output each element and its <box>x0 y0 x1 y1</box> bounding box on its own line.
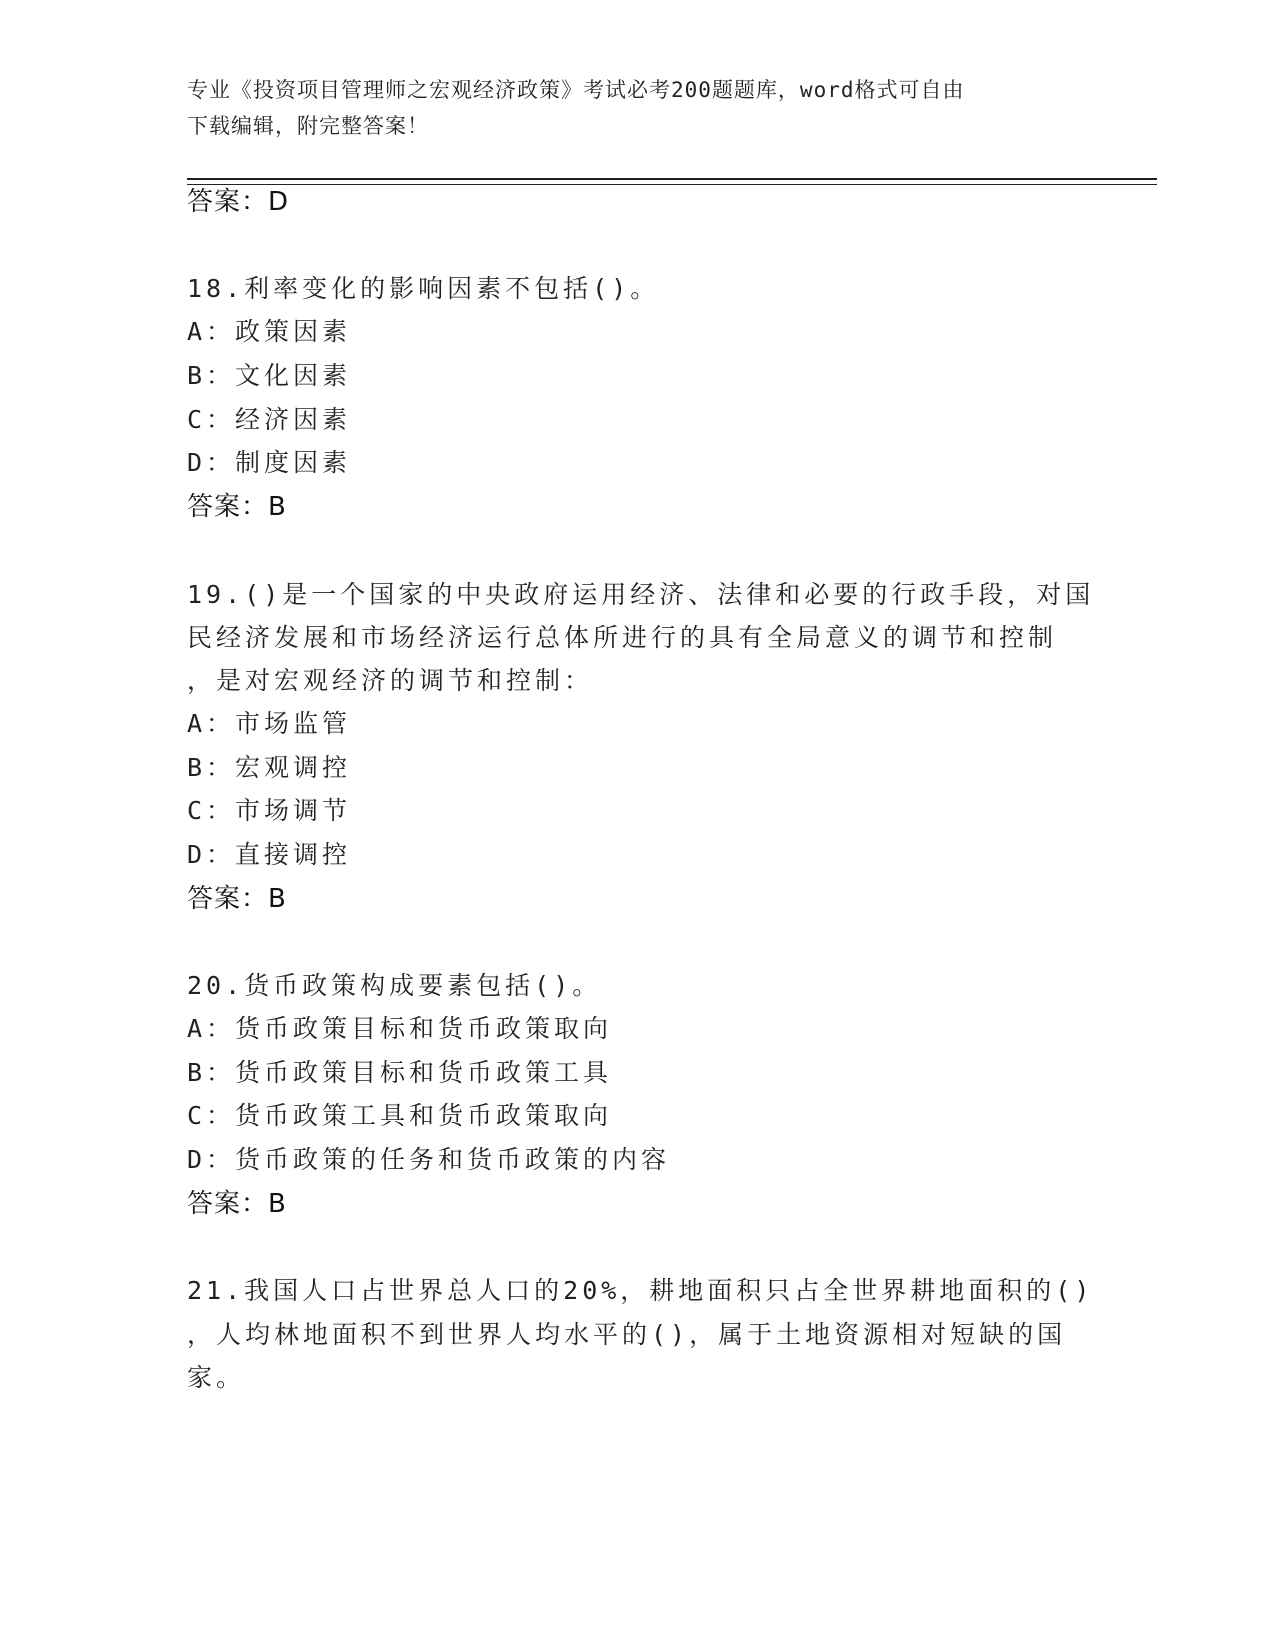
question-19-option-b: B：宏观调控 <box>187 753 352 782</box>
question-20-option-a: A：货币政策目标和货币政策取向 <box>187 1014 613 1043</box>
header-divider-thick <box>187 178 1157 180</box>
question-18-option-d: D：制度因素 <box>187 448 352 477</box>
question-19-answer: 答案：B <box>187 884 287 914</box>
question-20-option-b: B：货币政策目标和货币政策工具 <box>187 1058 613 1087</box>
question-21-stem-line-2: ，人均林地面积不到世界人均水平的()，属于土地资源相对短缺的国 <box>187 1320 1067 1349</box>
question-18-option-c: C：经济因素 <box>187 405 352 434</box>
question-19-stem-line-2: 民经济发展和市场经济运行总体所进行的具有全局意义的调节和控制 <box>187 623 1058 652</box>
question-19-option-c: C：市场调节 <box>187 796 352 825</box>
header-line-1: 专业《投资项目管理师之宏观经济政策》考试必考200题题库，word格式可自由 <box>187 78 965 102</box>
question-19-option-a: A：市场监管 <box>187 709 352 738</box>
header-line-2: 下载编辑，附完整答案！ <box>187 114 429 138</box>
answer-17: 答案：D <box>187 187 290 217</box>
question-20-stem: 20.货币政策构成要素包括()。 <box>187 971 602 1000</box>
question-18-option-a: A：政策因素 <box>187 317 352 346</box>
header-divider-thin <box>187 184 1157 185</box>
question-21-stem-line-3: 家。 <box>187 1363 246 1392</box>
question-18-answer: 答案：B <box>187 492 287 522</box>
question-18-option-b: B：文化因素 <box>187 361 352 390</box>
question-19-stem-line-1: 19.()是一个国家的中央政府运用经济、法律和必要的行政手段，对国 <box>187 580 1095 609</box>
question-19-stem-line-3: ，是对宏观经济的调节和控制： <box>187 666 594 695</box>
question-20-option-c: C：货币政策工具和货币政策取向 <box>187 1101 613 1130</box>
question-20-option-d: D：货币政策的任务和货币政策的内容 <box>187 1145 671 1174</box>
question-18-stem: 18.利率变化的影响因素不包括()。 <box>187 274 660 303</box>
question-20-answer: 答案：B <box>187 1189 287 1219</box>
document-header <box>187 72 1087 144</box>
question-21-stem-line-1: 21.我国人口占世界总人口的20%，耕地面积只占全世界耕地面积的() <box>187 1276 1094 1305</box>
question-19-option-d: D：直接调控 <box>187 840 352 869</box>
